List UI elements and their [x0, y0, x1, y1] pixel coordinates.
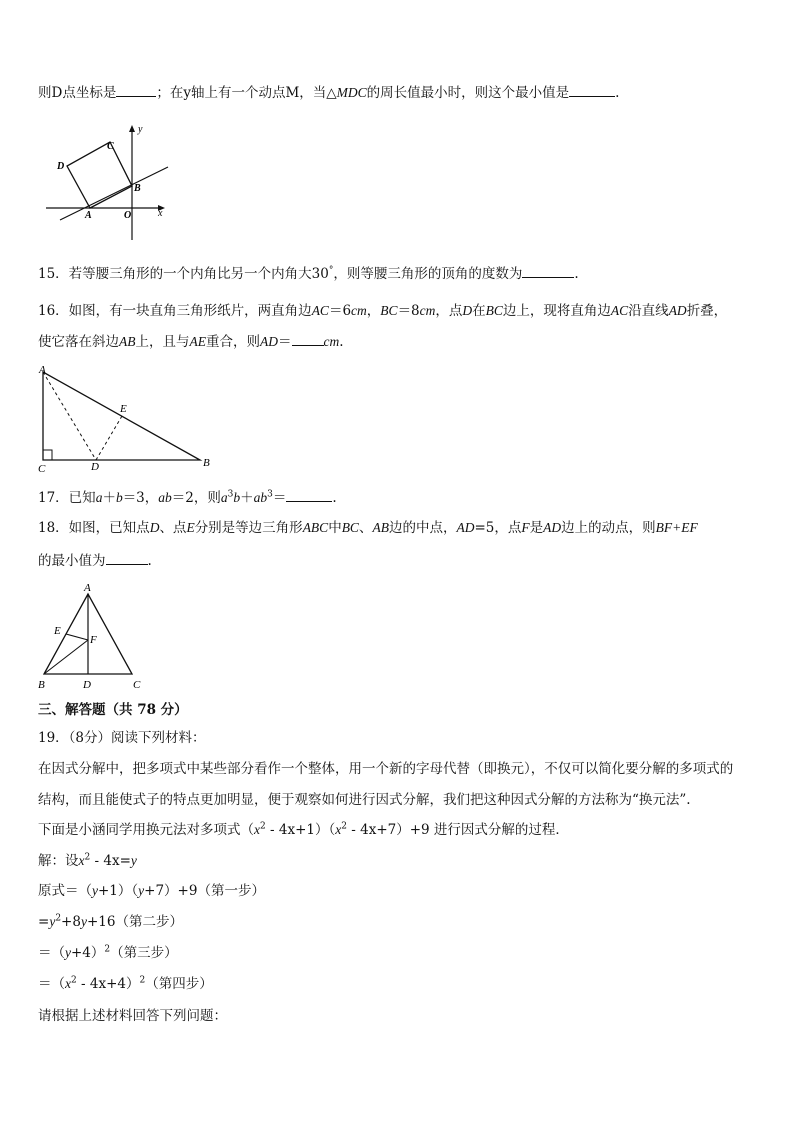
figure-q14-coordinate [40, 122, 180, 244]
label-a: A [85, 210, 92, 221]
label-e: E [120, 403, 127, 415]
label-a: A [39, 364, 46, 376]
segment-de [96, 416, 122, 460]
square-abcd [67, 142, 132, 208]
label-f: F [90, 634, 97, 646]
label-d: D [83, 679, 91, 691]
answer-blank [522, 263, 574, 278]
label-d: D [57, 161, 65, 172]
q19-paragraph-1: 在因式分解中，把多项式中某些部分看作一个整体，用一个新的字母代替（即换元），不仅可以简化要分解的多项式的 [38, 761, 734, 777]
label-b: B [134, 183, 141, 194]
section-heading: 三、解答题（共 78 分） [38, 702, 188, 718]
q19-step-3: $=(y+4)^2$（第三步） [38, 944, 178, 961]
q19-step-1: 原式＝（y+1）（y+7）+9（第一步） [38, 883, 265, 899]
label-a: A [84, 582, 91, 594]
q19-step-0: 解：设$x^2 - 4x=y$ [38, 852, 137, 869]
figure-q16-triangle [34, 362, 224, 474]
label-c: C [107, 141, 114, 152]
answer-blank [106, 550, 148, 565]
answer-blank [569, 82, 615, 97]
label-y: y [138, 124, 143, 135]
label-b: B [38, 679, 45, 691]
label-x: x [158, 208, 163, 219]
right-angle-mark [43, 450, 52, 460]
answer-blank [286, 487, 332, 502]
q16-line1: 16．如图，有一块直角三角形纸片，两直角边AC＝6cm，BC＝8cm，点D在BC边上，现将直角边AC沿直线AD折叠， [38, 303, 728, 319]
segment-ef [66, 634, 88, 640]
q19-prompt: 请根据上述材料回答下列问题： [38, 1008, 227, 1024]
label-o: O [124, 210, 132, 221]
segment-bf [44, 640, 88, 674]
q18-line1: 18．如图，已知点D、点E分别是等边三角形ABC中BC、AB边的中点，AD=5，点F是AD边上的动点，则BF+EF [38, 520, 698, 536]
q19-step-4: $=(x^2 - 4x+4)^2$（第四步） [38, 975, 213, 992]
answer-blank [116, 82, 156, 97]
q19-paragraph-3: 下面是小涵同学用换元法对多项式$(x^2 - 4x+1)(x^2 - 4x+7)+9$ 进行因式分解的过程． [38, 821, 569, 838]
q17-text: 17．已知a＋b＝3，ab＝2，则$a^3b+ab^3=$ . [38, 487, 337, 508]
label-c: C [133, 679, 141, 691]
q19-heading: 19．（8分）阅读下列材料： [38, 730, 206, 746]
label-e: E [54, 625, 61, 637]
figure-q18-triangle [34, 580, 154, 692]
label-c: C [38, 463, 46, 474]
q18-line2: 的最小值为 . [38, 550, 152, 571]
q19-paragraph-2: 结构，而且能使式子的特点更加明显，便于观察如何进行因式分解，我们把这种因式分解的方法称为“换元法”. [38, 792, 691, 808]
q16-line2: 使它落在斜边AB上，且与AE重合，则AD＝ cm. [38, 331, 344, 352]
answer-blank [292, 331, 324, 346]
line-ab [60, 167, 168, 220]
fold-line-ad [43, 372, 96, 460]
q19-step-2: $=y^2+8y+16$（第二步） [38, 913, 183, 930]
q14-text: 则D点坐标是 ；在y轴上有一个动点M，当△MDC的周长值最小时，则这个最小值是 . [38, 82, 619, 103]
q15-text: 15．若等腰三角形的一个内角比另一个内角大30°，则等腰三角形的顶角的度数为 . [38, 263, 579, 284]
label-b: B [203, 457, 210, 469]
y-axis-arrow [129, 125, 135, 132]
label-d: D [91, 461, 99, 473]
